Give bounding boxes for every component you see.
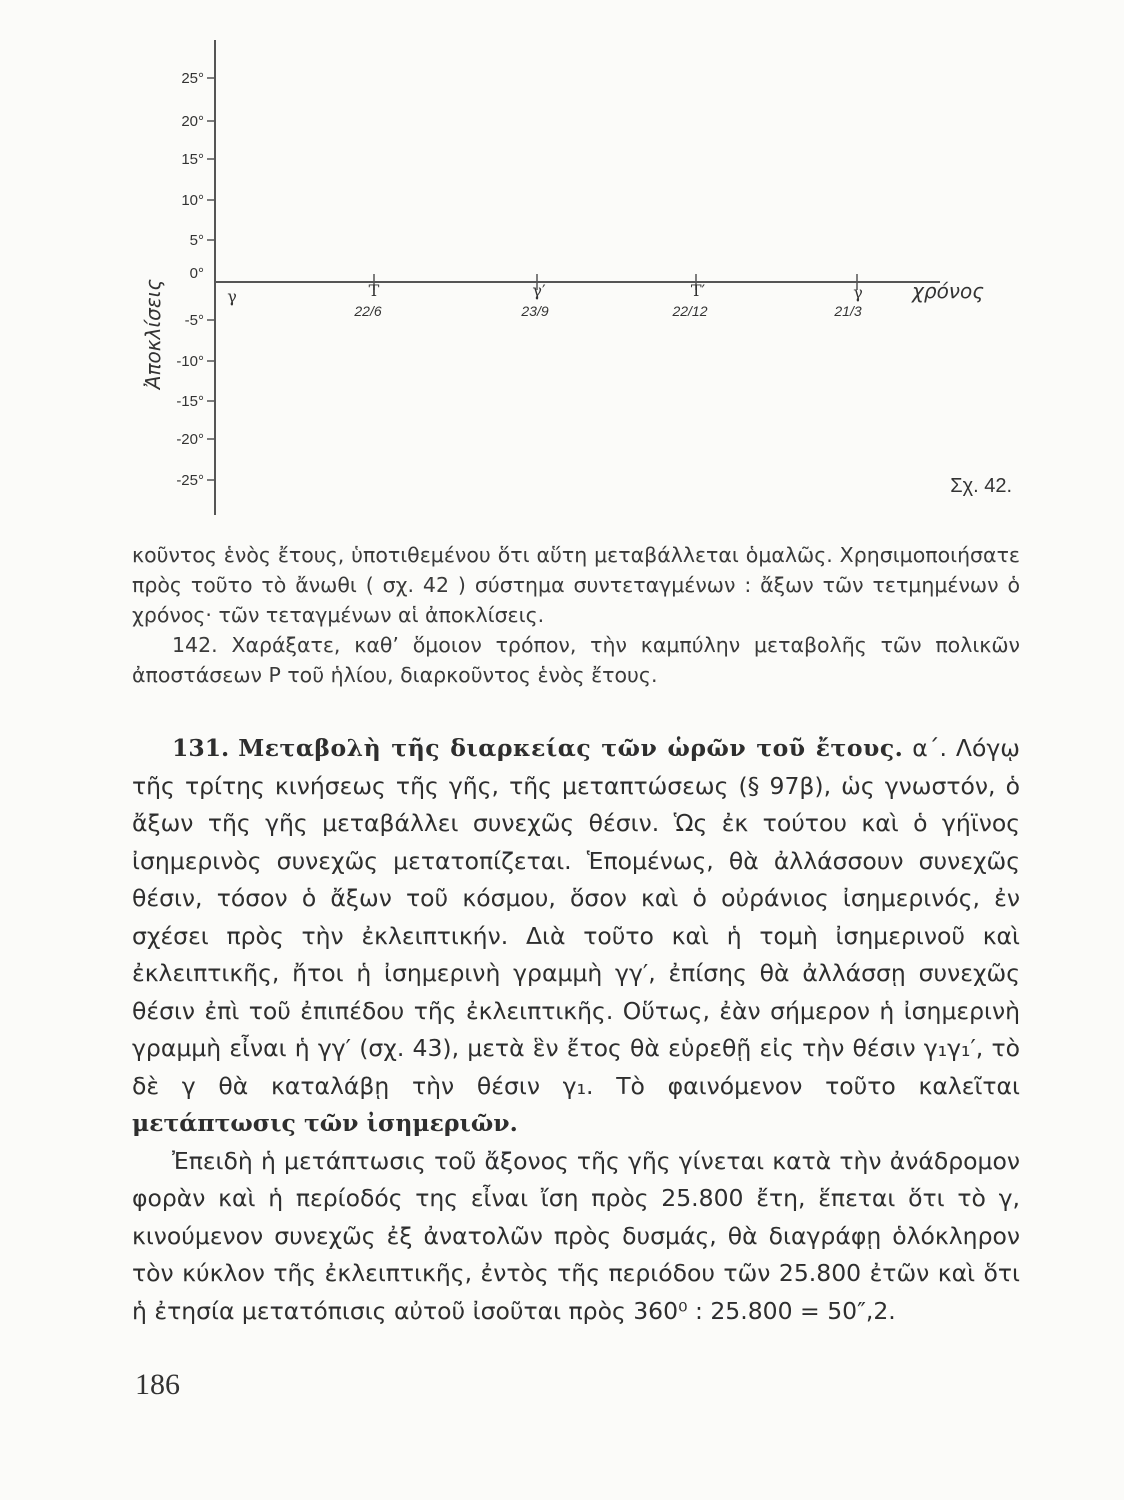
marker-symbol: γ — [853, 283, 863, 302]
exercise-142: 142. Χαράξατε, καθ’ ὅμοιον τρόπον, τὴν καμπύλην μεταβολῆς τῶν πολικῶν ἀποστάσεων P τοῦ ἡλίου, διαρκοῦντος ἑνὸς ἔτους. — [132, 633, 1020, 687]
y-tick-label: 10° — [181, 192, 204, 209]
marker-symbol: γ′ — [532, 281, 546, 300]
y-tick-label: -25° — [176, 472, 204, 489]
y-tick-labels — [176, 70, 204, 489]
page-number: 186 — [135, 1368, 180, 1401]
exercise-text — [132, 540, 1020, 690]
marker-symbol: γ — [227, 287, 237, 306]
figure-caption: Σχ. 42. — [950, 475, 1012, 497]
y-tick-label: -10° — [176, 353, 204, 370]
declination-figure — [0, 0, 1124, 520]
marker-symbol: Τ — [368, 281, 380, 300]
y-axis-title: Ἀποκλίσεις — [141, 278, 165, 390]
y-tick-label: 20° — [181, 113, 204, 130]
section-number: 131. — [172, 734, 230, 762]
section-title: Μεταβολὴ τῆς διαρκείας τῶν ὡρῶν τοῦ ἔτους. — [238, 734, 904, 762]
marker-date: 22/12 — [672, 303, 708, 319]
y-ticks — [207, 78, 215, 480]
section-body-1: α΄. Λόγῳ τῆς τρίτης κινήσεως τῆς γῆς, τῆς μεταπτώσεως (§ 97β), ὡς γνωστόν, ὁ ἄξων τῆς γῆς μεταβάλλει συνεχῶς θέσιν. Ὡς ἐκ τούτου καὶ ὁ γήϊνος ἰσημερινὸς συνεχῶς μετατοπίζεται. Ἑπομένως, θὰ ἀλλάσσουν συνεχῶς θέσιν, τόσον ὁ ἄξων τοῦ κόσμου, ὅσον καὶ ὁ οὐράνιος ἰσημερινός, ἐν σχέσει πρὸς τὴν ἐκλειπτικήν. Διὰ τοῦτο καὶ ἡ τομὴ ἰσημερινοῦ καὶ ἐκλειπτικῆς, ἤτοι ἡ ἰσημερινὴ γραμμὴ γγ′, ἐπίσης θὰ ἀλλάσσῃ συνεχῶς θέσιν ἐπὶ τοῦ ἐπιπέδου τῆς ἐκλειπτικῆς. Οὕτως, ἐὰν σήμερον ἡ ἰσημερινὴ γραμμὴ εἶναι ἡ γγ′ (σχ. 43), μετὰ ἓν ἔτος θὰ εὑρεθῇ εἰς τὴν θέσιν γ₁γ₁′, τὸ δὲ γ θὰ καταλάβῃ τὴν θέσιν γ₁. Τὸ φαινόμενον τοῦτο καλεῖται — [132, 734, 1020, 1100]
section-paragraph-1 — [132, 730, 1020, 1143]
marker-date: 22/6 — [354, 303, 382, 319]
marker-date: 23/9 — [521, 303, 549, 319]
y-tick-label: 5° — [189, 232, 204, 249]
y-tick-label: 25° — [181, 70, 204, 87]
x-axis-title: χρόνος — [912, 279, 984, 303]
y-tick-label: -15° — [176, 393, 204, 410]
section-term: μετάπτωσις τῶν ἰσημεριῶν. — [132, 1109, 518, 1137]
marker-date: 21/3 — [834, 303, 862, 319]
y-tick-label: -5° — [184, 312, 204, 329]
y-tick-label: 0° — [189, 265, 204, 282]
marker-symbol: Τ′ — [690, 281, 706, 300]
y-tick-label: -20° — [176, 431, 204, 448]
exercise-paragraph: κοῦντος ἑνὸς ἔτους, ὑποτιθεμένου ὅτι αὕτη μεταβάλλεται ὁμαλῶς. Χρησιμοποιήσατε πρὸς τοῦτο τὸ ἄνωθι ( σχ. 42 ) σύστημα συντεταγμένων : ἄξων τῶν τετμημένων ὁ χρόνος· τῶν τεταγμένων αἱ ἀποκλίσεις. — [132, 543, 1020, 627]
y-tick-label: 15° — [181, 151, 204, 168]
section-131 — [132, 730, 1020, 1330]
section-paragraph-2: Ἐπειδὴ ἡ μετάπτωσις τοῦ ἄξονος τῆς γῆς γίνεται κατὰ τὴν ἀνάδρομον φορὰν καὶ ἡ περίοδός της εἶναι ἴση πρὸς 25.800 ἔτη, ἕπεται ὅτι τὸ γ, κινούμενον συνεχῶς ἐξ ἀνατολῶν πρὸς δυσμάς, θὰ διαγράφῃ ὁλόκληρον τὸν κύκλον τῆς ἐκλειπτικῆς, ἐντὸς τῆς περιόδου τῶν 25.800 ἐτῶν καὶ ὅτι ἡ ἐτησία μετατόπισις αὐτοῦ ἰσοῦται πρὸς 360⁰ : 25.800 = 50″,2. — [132, 1146, 1020, 1325]
